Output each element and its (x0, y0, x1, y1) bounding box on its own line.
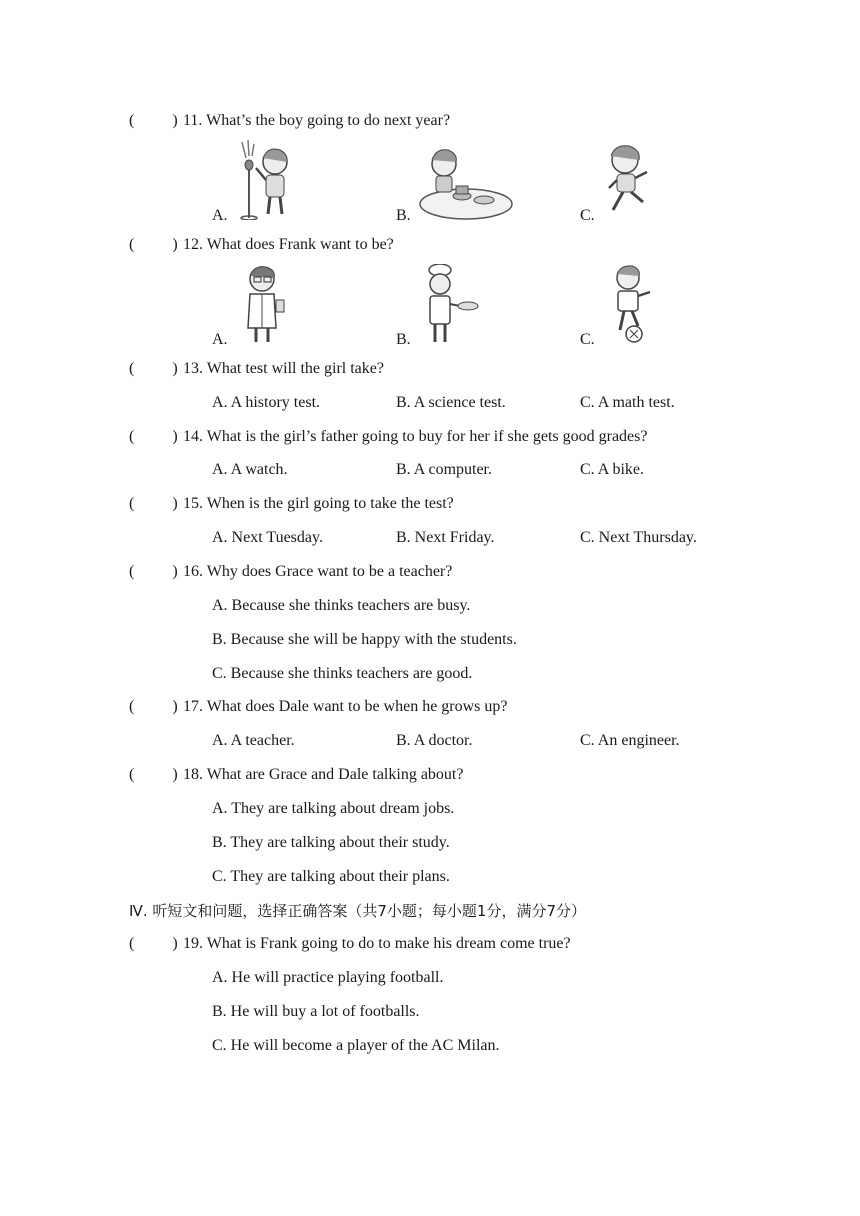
option-c[interactable]: C. (580, 207, 595, 224)
option-b[interactable]: B. Because she will be happy with the students. (212, 631, 517, 648)
answer-blank[interactable]: ( ) (129, 766, 178, 783)
option-b[interactable]: B. A doctor. (396, 732, 473, 749)
option-a[interactable]: A. A watch. (212, 461, 288, 478)
answer-blank[interactable]: ( ) (129, 563, 178, 580)
question-18 (129, 766, 463, 784)
option-c[interactable]: C. A bike. (580, 461, 645, 478)
answer-blank[interactable]: ( ) (129, 698, 178, 715)
option-a[interactable]: A. Because she thinks teachers are busy. (212, 597, 471, 614)
option-a[interactable]: A. (212, 207, 228, 224)
option-a[interactable]: A. He will practice playing football. (212, 969, 444, 986)
chef-boy-with-pan-icon (420, 264, 480, 346)
option-b[interactable]: B. They are talking about their study. (212, 834, 450, 851)
option-a[interactable]: A. A teacher. (212, 732, 295, 749)
option-b[interactable]: B. A science test. (396, 394, 506, 411)
option-a[interactable]: A. (212, 331, 228, 348)
question-text: 13. What test will the girl take? (183, 360, 384, 377)
boy-eating-at-table-icon (418, 144, 514, 222)
option-a[interactable]: A. Next Tuesday. (212, 529, 323, 546)
option-c[interactable]: C. Because she thinks teachers are good. (212, 665, 473, 682)
answer-blank[interactable]: ( ) (129, 428, 178, 445)
option-b[interactable]: B. (396, 207, 411, 224)
option-c[interactable]: C. (580, 331, 595, 348)
boy-running-icon (603, 142, 663, 218)
question-text: 17. What does Dale want to be when he grows up? (183, 698, 508, 715)
question-text: 11. What’s the boy going to do next year? (183, 112, 451, 129)
section-heading: Ⅳ. 听短文和问题，选择正确答案（共7小题；每小题1分，满分7分） (129, 902, 587, 920)
football-player-boy-icon (608, 264, 660, 344)
question-17 (129, 698, 508, 716)
doctor-boy-icon (238, 264, 288, 346)
question-16 (129, 563, 452, 581)
option-c[interactable]: C. He will become a player of the AC Milan. (212, 1037, 500, 1054)
option-c[interactable]: C. An engineer. (580, 732, 680, 749)
option-b[interactable]: B. A computer. (396, 461, 492, 478)
answer-blank[interactable]: ( ) (129, 360, 178, 377)
option-b[interactable]: B. He will buy a lot of footballs. (212, 1003, 420, 1020)
question-text: 14. What is the girl’s father going to buy for her if she gets good grades? (183, 428, 648, 445)
answer-blank[interactable]: ( ) (129, 112, 178, 129)
option-b[interactable]: B. (396, 331, 411, 348)
question-19 (129, 935, 571, 953)
question-14 (129, 428, 647, 446)
answer-blank[interactable]: ( ) (129, 495, 178, 512)
option-b[interactable]: B. Next Friday. (396, 529, 495, 546)
question-11 (129, 112, 450, 130)
question-13 (129, 360, 384, 378)
question-text: 19. What is Frank going to do to make his dream come true? (183, 935, 571, 952)
question-text: 18. What are Grace and Dale talking about? (183, 766, 464, 783)
option-a[interactable]: A. They are talking about dream jobs. (212, 800, 455, 817)
boy-singing-microphone-icon (232, 138, 302, 220)
question-text: 12. What does Frank want to be? (183, 236, 394, 253)
option-c[interactable]: C. A math test. (580, 394, 675, 411)
option-a[interactable]: A. A history test. (212, 394, 321, 411)
question-text: 16. Why does Grace want to be a teacher? (183, 563, 453, 580)
option-c[interactable]: C. Next Thursday. (580, 529, 697, 546)
answer-blank[interactable]: ( ) (129, 935, 178, 952)
question-12 (129, 236, 394, 254)
question-15 (129, 495, 454, 513)
question-text: 15. When is the girl going to take the test? (183, 495, 454, 512)
option-c[interactable]: C. They are talking about their plans. (212, 868, 450, 885)
answer-blank[interactable]: ( ) (129, 236, 178, 253)
